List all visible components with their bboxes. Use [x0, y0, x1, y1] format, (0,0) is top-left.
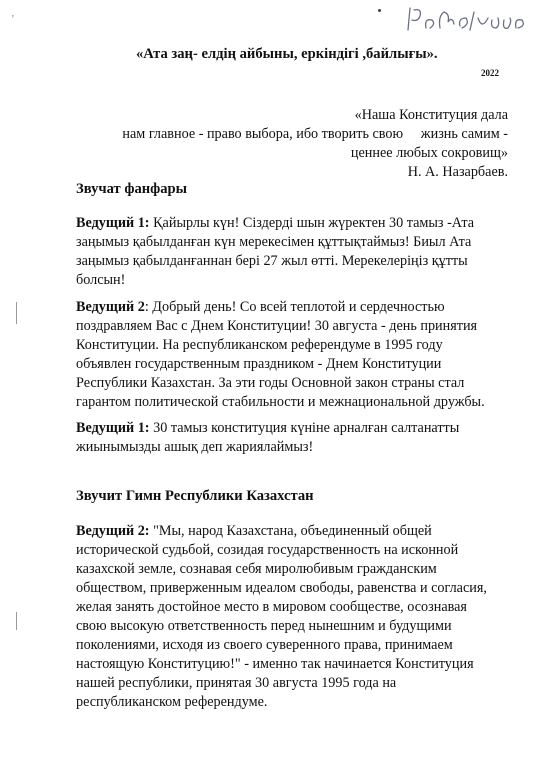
host1-paragraph-1: [76, 214, 516, 290]
paragraph-text: нашей республики, принятая 30 августа 1995 года на: [76, 675, 397, 691]
paragraph-text: поколениями, исходя из своего суверенного права, принимаем: [76, 637, 453, 653]
paragraph-text: : Добрый день! Со всей теплотой и сердечностью: [144, 299, 445, 315]
fanfare-heading: Звучат фанфары: [76, 181, 188, 197]
scan-dot: [378, 9, 381, 12]
paragraph-text: Қайырлы күн! Сіздерді шын жүректен 30 тамыз -Ата: [149, 215, 475, 231]
paragraph-text: заңымыз қабылданған күн мерекесімен құттықтаймыз! Биыл Ата: [76, 234, 472, 250]
paragraph-text: гарантом политической стабильности и межнациональной дружбы.: [76, 394, 485, 410]
paragraph-text: республиканском референдуме.: [76, 694, 268, 710]
host2-paragraph-2: [76, 522, 516, 712]
paragraph-text: заңымыз қабылданғаннан бері 27 жыл өтті. Мерекелеріңіз құтты: [76, 253, 468, 269]
paragraph-text: поздравляем Вас с Днем Конституции! 30 августа - день принятия: [76, 318, 478, 334]
paragraph-text: обществом, приверженным идеалом свободы, равенства и согласия,: [76, 580, 487, 596]
host1-paragraph-2: [76, 419, 516, 457]
scan-edge-mark: [16, 612, 17, 630]
paragraph-text: "Мы, народ Казахстана, объединенный общей: [149, 523, 432, 539]
host2-paragraph-1: [76, 298, 516, 412]
speaker-label: Ведущий 2: [76, 299, 145, 315]
paragraph-text: желая занять достойное место в мировом сообществе, осознавая: [76, 599, 467, 615]
paragraph-text: болсын!: [76, 272, 126, 288]
scan-mark: ': [12, 14, 14, 25]
paragraph-text: свою высокую ответственность перед нынешним и будущими: [76, 618, 452, 634]
speaker-label: Ведущий 2:: [76, 523, 150, 539]
anthem-heading: Звучит Гимн Республики Казахстан: [76, 488, 314, 504]
document-year: 2022: [481, 68, 499, 78]
paragraph-text: казахской земле, сознавая себя миролюбивым гражданским: [76, 561, 437, 577]
paragraph-text: 30 тамыз конституция күніне арналған салтанатты: [149, 420, 460, 436]
epigraph-line: нам главное - право выбора, ибо творить свою жизнь самим -: [122, 126, 508, 142]
document-title: «Ата заң- елдің айбыны, еркіндігі ,байлығы».: [136, 46, 438, 62]
scan-edge-mark: [16, 302, 17, 324]
epigraph-line: «Наша Конституция дала: [354, 107, 508, 123]
speaker-label: Ведущий 1:: [76, 420, 150, 436]
handwritten-note: [404, 4, 532, 34]
speaker-label: Ведущий 1:: [76, 215, 150, 231]
paragraph-text: исторической судьбой, созидая государственность на исконной: [76, 542, 459, 558]
paragraph-text: настоящую Конституцию!" - именно так начинается Конституция: [76, 656, 474, 672]
paragraph-text: объявлен государственным праздником - Днем Конституции: [76, 356, 442, 372]
epigraph-author: Н. А. Назарбаев.: [407, 164, 508, 180]
paragraph-text: Республики Казахстан. За эти годы Основной закон страны стал: [76, 375, 465, 391]
epigraph-quote: [122, 106, 508, 182]
paragraph-text: Конституции. На республиканском референдуме в 1995 году: [76, 337, 443, 353]
epigraph-line: ценнее любых сокровищ»: [350, 145, 508, 161]
paragraph-text: жиынымызды ашық деп жариялаймыз!: [76, 439, 314, 455]
